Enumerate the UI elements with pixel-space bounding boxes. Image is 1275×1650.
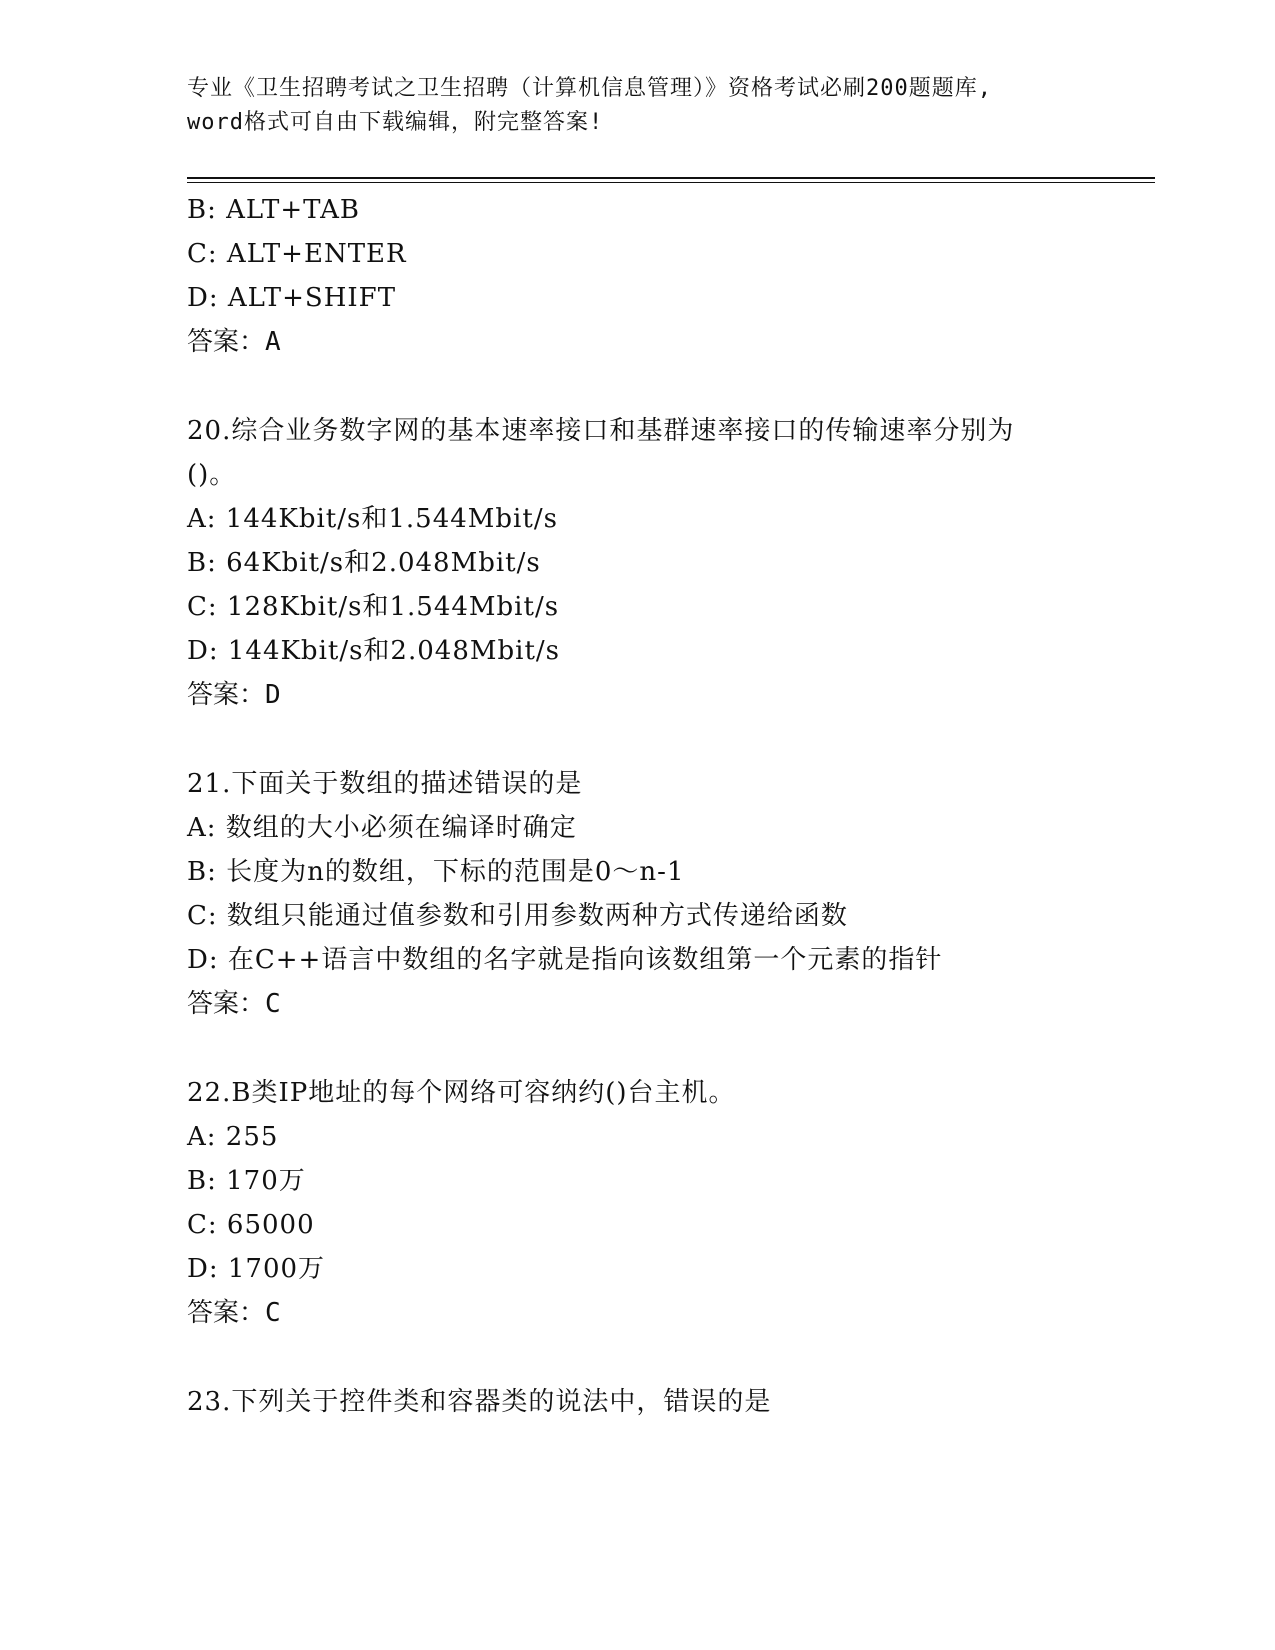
q19-option-c: C: ALT+ENTER xyxy=(187,239,407,269)
q22-answer: 答案：C xyxy=(187,1298,281,1328)
document-header xyxy=(187,72,1087,140)
q20-option-d: D: 144Kbit/s和2.048Mbit/s xyxy=(187,636,560,666)
header-divider-thick xyxy=(187,177,1155,179)
q20-answer: 答案：D xyxy=(187,680,281,710)
header-title-line-2: word格式可自由下载编辑，附完整答案! xyxy=(187,110,604,135)
q20-option-b: B: 64Kbit/s和2.048Mbit/s xyxy=(187,548,541,578)
header-divider-thin xyxy=(187,182,1155,183)
q20-option-a: A: 144Kbit/s和1.544Mbit/s xyxy=(187,504,558,534)
q19-option-b: B: ALT+TAB xyxy=(187,195,360,225)
q22-option-d: D: 1700万 xyxy=(187,1254,326,1284)
q20-question-line-2: ()。 xyxy=(187,460,237,490)
q22-option-a: A: 255 xyxy=(187,1122,279,1152)
q21-option-a: A: 数组的大小必须在编译时确定 xyxy=(187,813,577,843)
header-title-line-1: 专业《卫生招聘考试之卫生招聘（计算机信息管理）》资格考试必刷200题题库, xyxy=(187,76,992,101)
q20-option-c: C: 128Kbit/s和1.544Mbit/s xyxy=(187,592,560,622)
q19-option-d: D: ALT+SHIFT xyxy=(187,283,397,313)
q21-option-b: B: 长度为n的数组，下标的范围是0～n-1 xyxy=(187,857,685,887)
q22-option-c: C: 65000 xyxy=(187,1210,315,1240)
q22-question: 22.B类IP地址的每个网络可容纳约()台主机。 xyxy=(187,1078,736,1108)
q21-answer: 答案：C xyxy=(187,989,281,1019)
q20-question-line-1: 20.综合业务数字网的基本速率接口和基群速率接口的传输速率分别为 xyxy=(187,416,1015,446)
q22-option-b: B: 170万 xyxy=(187,1166,306,1196)
q19-answer: 答案：A xyxy=(187,327,281,357)
q21-question: 21.下面关于数组的描述错误的是 xyxy=(187,769,583,799)
q21-option-c: C: 数组只能通过值参数和引用参数两种方式传递给函数 xyxy=(187,901,848,931)
q23-question: 23.下列关于控件类和容器类的说法中，错误的是 xyxy=(187,1387,772,1417)
q21-option-d: D: 在C++语言中数组的名字就是指向该数组第一个元素的指针 xyxy=(187,945,943,975)
